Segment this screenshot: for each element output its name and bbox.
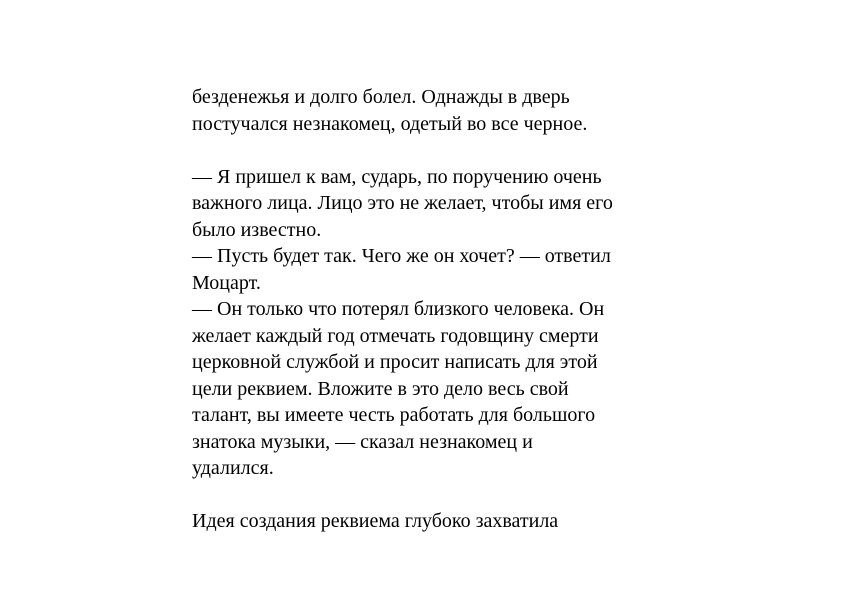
text-line: Идея создания реквиема глубоко захватила bbox=[192, 510, 559, 532]
text-line: желает каждый год отмечать годовщину смерти bbox=[192, 324, 599, 347]
text-line: Моцарт. bbox=[192, 271, 261, 294]
text-line: постучался незнакомец, одетый во все черное. bbox=[192, 112, 588, 135]
text-line: безденежья и долго болел. Однажды в дверь bbox=[192, 86, 570, 108]
text-line: — Он только что потерял близкого человека. Он bbox=[192, 298, 605, 320]
text-line: церковной службой и просит написать для этой bbox=[192, 351, 598, 373]
text-line: цели реквием. Вложите в это дело весь свой bbox=[192, 377, 569, 400]
paragraph-spacer bbox=[192, 137, 692, 164]
text-line: — Пусть будет так. Чего же он хочет? — ответил bbox=[192, 245, 611, 267]
text-line: было известно. bbox=[192, 218, 322, 241]
document-text bbox=[192, 84, 692, 535]
text-line: знатока музыки, — сказал незнакомец и bbox=[192, 430, 533, 453]
text-line: удалился. bbox=[192, 457, 274, 479]
text-line: талант, вы имеете честь работать для большого bbox=[192, 404, 596, 426]
paragraph-1 bbox=[192, 84, 692, 137]
paragraph-spacer bbox=[192, 482, 692, 509]
text-line: важного лица. Лицо это не желает, чтобы имя его bbox=[192, 192, 613, 214]
paragraph-3 bbox=[192, 508, 692, 535]
text-line: — Я пришел к вам, сударь, по поручению очень bbox=[192, 165, 602, 188]
paragraph-2 bbox=[192, 164, 692, 482]
